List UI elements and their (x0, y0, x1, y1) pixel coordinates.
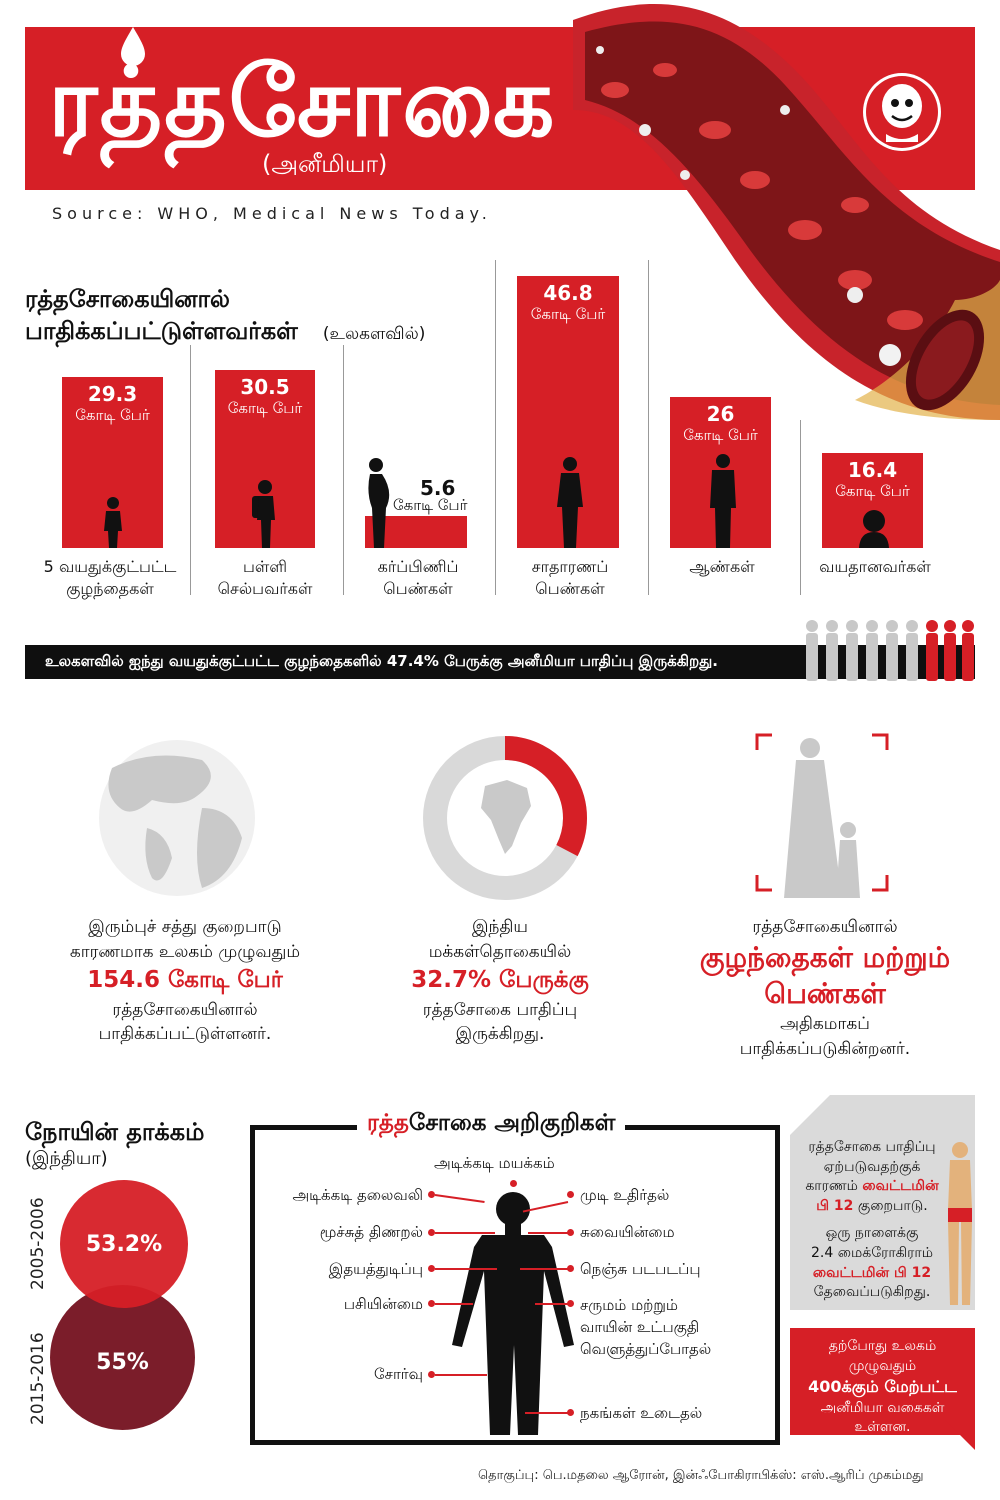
symptom-dizziness: அடிக்கடி மயக்கம் (434, 1154, 555, 1172)
pregnant-woman-silhouette-icon (362, 456, 396, 548)
bar-unit: கோடி பேர் (683, 426, 758, 444)
stat-world-highlight: 154.6 கோடி பேர் (87, 967, 283, 994)
stat-women-highlight1: குழந்தைகள் மற்றும் (699, 940, 951, 974)
note-text: உலகளவில் ஐந்து வயதுக்குட்பட்ட குழந்தைகளில் 47.4% பேருக்கு அனீமியா பாதிப்பு இருக்கிறது. (45, 652, 718, 670)
symptom-line (520, 1268, 568, 1270)
label-elderly: வயதானவர்கள் (819, 557, 931, 576)
india-donut-chart (415, 728, 595, 908)
symptom-marker (428, 1265, 435, 1272)
bar-unit: கோடி பேர் (75, 406, 150, 424)
symptom-marker (567, 1265, 574, 1272)
globe-icon (92, 738, 262, 898)
symptom-line (435, 1232, 495, 1234)
symptom-marker (428, 1229, 435, 1236)
symptoms-title: ரத்தசோகை அறிகுறிகள் (357, 1110, 625, 1139)
schoolchild-silhouette-icon (248, 478, 282, 548)
vikatan-logo-icon (862, 72, 942, 152)
stat-women-highlight2: பெண்கள் (764, 977, 886, 1011)
affected-title-line1: ரத்தசோகையினால் (25, 285, 230, 313)
stat-india-highlight: 32.7% பேருக்கு (411, 967, 589, 994)
symptom-marker (510, 1180, 517, 1187)
symptom-marker (428, 1300, 435, 1307)
symptom-no-appetite: பசியின்மை (343, 1295, 423, 1313)
symptom-brittle-nails: நகங்கள் உடைதல் (580, 1404, 703, 1422)
symptom-line (435, 1374, 487, 1376)
symptom-fatigue: சோர்வு (374, 1365, 423, 1383)
symptom-marker (567, 1191, 574, 1198)
column-divider (495, 260, 496, 595)
bar-value: 46.8 (543, 281, 593, 305)
symptom-headache: அடிக்கடி தலைவலி (292, 1186, 423, 1204)
page-subtitle: (அனீமியா) (262, 150, 388, 178)
stat-women-children: ரத்தசோகையினால் குழந்தைகள் மற்றும் பெண்கள் அதிகமாகப் பாதிக்கப்படுகின்றனர். (690, 915, 960, 1062)
symptom-palpitation: இதயத்துடிப்பு (328, 1260, 423, 1278)
child-silhouette-icon (100, 495, 126, 548)
page-title: ரத்தசோகை (48, 46, 557, 158)
impact-circle-2005: 53.2% (60, 1180, 188, 1308)
symptom-line (435, 1303, 473, 1305)
affected-subtitle: (உலகளவில்) (322, 324, 426, 345)
elderly-silhouette-icon (856, 508, 892, 548)
affected-title-line2: பாதிக்கப்பட்டுள்ளவர்கள் (25, 317, 298, 346)
mother-child-icon (752, 730, 892, 900)
bar-value: 29.3 (87, 382, 138, 406)
column-divider (648, 260, 649, 595)
bar-value: 30.5 (240, 375, 290, 399)
quote-corner-icon (790, 1095, 830, 1135)
year-label: 2015-2016 (28, 1332, 48, 1425)
year-label: 2005-2006 (28, 1197, 48, 1290)
blood-vessel-illustration (555, 0, 1000, 440)
impact-subtitle: (இந்தியா) (25, 1148, 108, 1169)
label-women: சாதாரணப் பெண்கள் (531, 557, 609, 598)
types-text: தற்போது உலகம் முழுவதும் 400க்கும் மேற்பட்ட அனீமியா வகைகள் உள்ளன. (808, 1338, 957, 1436)
label-children-under5: 5 வயதுக்குட்பட்ட குழந்தைகள் (43, 557, 177, 598)
affected-section-title (25, 283, 425, 348)
symptom-chest-flutter: நெஞ்சு படபடப்பு (580, 1260, 701, 1278)
label-men: ஆண்கள் (689, 557, 755, 576)
label-pregnant-women: கர்ப்பிணிப் பெண்கள் (377, 557, 459, 598)
symptom-marker (567, 1229, 574, 1236)
symptom-marker (428, 1371, 435, 1378)
symptom-line (525, 1412, 568, 1414)
symptom-marker (567, 1300, 574, 1307)
symptom-taste-loss: சுவையின்மை (580, 1223, 675, 1241)
symptom-marker (567, 1409, 574, 1416)
bar-unit: கோடி பேர் (530, 305, 606, 323)
symptom-line (435, 1268, 497, 1270)
source-text: Source: WHO, Medical News Today. (52, 204, 492, 223)
woman-silhouette-icon (553, 455, 587, 548)
human-body-icon (448, 1185, 578, 1435)
credit-text: தொகுப்பு: பெ.மதலை ஆரோன், இன்ஃபோகிராபிக்ஸ்: எஸ்.ஆரிப் முகம்மது (478, 1468, 924, 1483)
label-school-children: பள்ளி செல்பவர்கள் (217, 557, 313, 598)
bar-unit: கோடி பேர் (393, 496, 468, 514)
symptom-line (535, 1303, 568, 1305)
column-divider (343, 345, 344, 595)
impact-circle-2015: 55% (50, 1285, 195, 1430)
symptom-breathless: மூச்சுத் திணறல் (319, 1223, 423, 1241)
impact-title: நோயின் தாக்கம் (25, 1118, 205, 1146)
bar-value: 16.4 (847, 458, 898, 482)
bar-value: 26 (706, 402, 735, 426)
bar-unit: கோடி பேர் (227, 399, 303, 417)
bar-value: 5.6 (420, 476, 456, 500)
man-silhouette-icon (706, 452, 740, 548)
vitamin-text: ரத்தசோகை பாதிப்பு ஏற்படுவதற்குக் காரணம் வைட்டமின் பி 12 குறைபாடு. ஒரு நாளைக்கு 2.4 மைக்ரோகிராம் வைட்டமின் பி 12 தேவைப்படுகிறது. (805, 1139, 939, 1301)
symptom-hair-loss: முடி உதிர்தல் (580, 1186, 670, 1204)
stat-india: இந்திய மக்கள்தொகையில் 32.7% பேருக்கு ரத்தசோகை பாதிப்பு இருக்கிறது. (385, 915, 615, 1047)
children-row-icon (800, 614, 975, 684)
symptom-pale-skin: சருமம் மற்றும் வாயின் உட்பகுதி வெளுத்துப்போதல் (580, 1296, 712, 1358)
india-map-icon (481, 780, 531, 854)
bar-unit: கோடி பேர் (835, 482, 910, 500)
stat-world: இரும்புச் சத்து குறைபாடு காரணமாக உலகம் முழுவதும் 154.6 கோடி பேர் ரத்தசோகையினால் பாதிக்கப்பட்டுள்ளனர். (55, 915, 315, 1047)
symptom-line (528, 1232, 568, 1234)
